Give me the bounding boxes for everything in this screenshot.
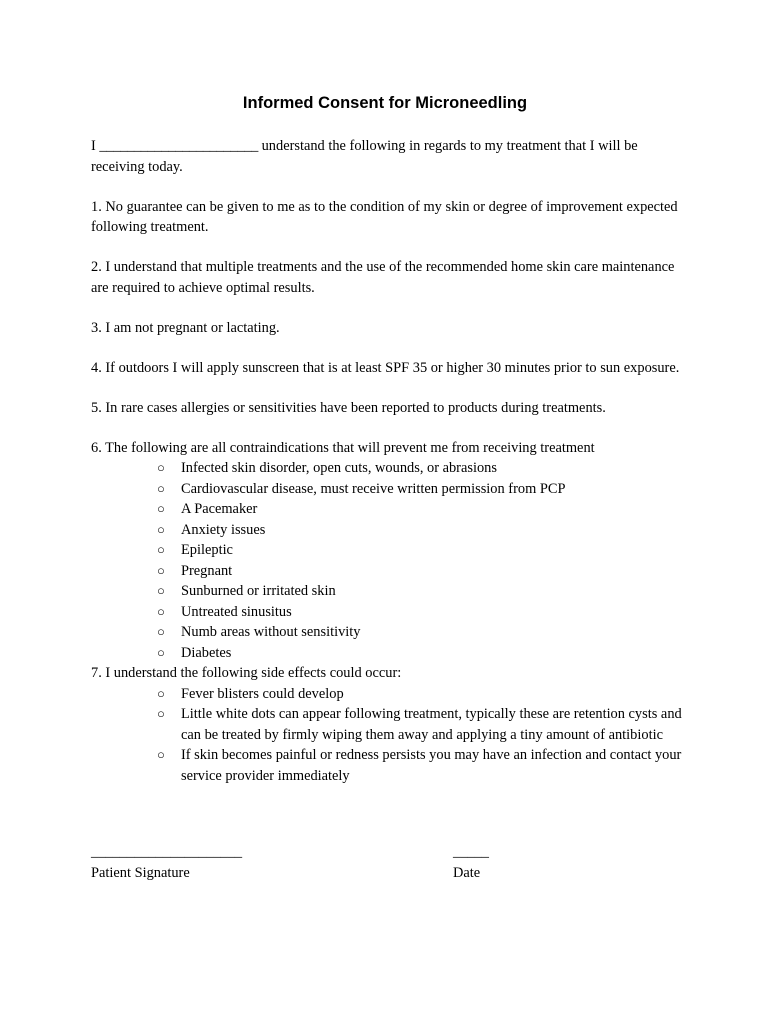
bullet-icon: ○: [157, 644, 165, 660]
list-item: ○ Epileptic: [91, 540, 691, 561]
intro-prefix: I: [91, 138, 96, 154]
bullet-icon: ○: [157, 562, 165, 578]
bullet-icon: ○: [157, 624, 165, 639]
list-item: ○ Fever blisters could develop: [91, 684, 691, 705]
item-1: 1. No guarantee can be given to me as to the condition of my skin or degree of improvement expected following treatment.: [91, 198, 678, 235]
patient-signature-label: Patient Signature: [91, 865, 190, 881]
bullet-icon: ○: [157, 501, 165, 516]
bullet-icon: ○: [157, 480, 165, 496]
patient-signature-line[interactable]: _____________________: [91, 844, 243, 860]
bullet-icon: ○: [157, 603, 165, 619]
list-item: ○ Cardiovascular disease, must receive written permission from PCP: [91, 479, 691, 500]
bullet-icon: ○: [157, 521, 165, 537]
list-item: ○ Infected skin disorder, open cuts, wounds, or abrasions: [91, 458, 691, 479]
bullet-icon: ○: [157, 685, 165, 701]
item-5: 5. In rare cases allergies or sensitivities have been reported to products during treatments.: [91, 399, 606, 416]
bullet-icon: ○: [157, 542, 165, 557]
document-body: [91, 136, 691, 786]
list-item: ○ Little white dots can appear following treatment, typically these are retention cysts and can be treated by firmly wiping them away and applying a tiny amount of antibiotic: [157, 706, 682, 743]
side-effects-heading: 7. I understand the following side effects could occur:: [91, 665, 402, 681]
item-4: 4. If outdoors I will apply sunscreen that is at least SPF 35 or higher 30 minutes prior to sun exposure.: [91, 359, 680, 376]
contraindications-heading: 6. The following are all contraindications that will prevent me from receiving treatment: [91, 439, 595, 456]
item-3: 3. I am not pregnant or lactating.: [91, 319, 280, 336]
list-item: ○ Anxiety issues: [91, 520, 691, 541]
list-item: ○ Untreated sinusitus: [91, 602, 691, 623]
bullet-icon: ○: [157, 460, 165, 475]
bullet-icon: ○: [157, 583, 165, 598]
list-item: ○ Diabetes: [91, 643, 691, 664]
list-item: ○ Pregnant: [91, 561, 691, 582]
document-title: Informed Consent for Microneedling: [242, 94, 528, 112]
list-item: ○ Sunburned or irritated skin: [91, 581, 691, 602]
signature-area: [91, 842, 691, 892]
name-blank: _______________________: [99, 138, 258, 154]
list-item: ○ If skin becomes painful or redness persists you may have an infection and contact your service provider immediately: [157, 747, 682, 784]
item-2: 2. I understand that multiple treatments and the use of the recommended home skin care maintenance are required to achieve optimal results.: [91, 259, 675, 296]
date-label: Date: [453, 865, 481, 881]
intro-text: understand the following in regards to my treatment that I will be receiving today.: [91, 138, 638, 175]
date-line[interactable]: _____: [453, 844, 489, 860]
list-item: ○ Numb areas without sensitivity: [91, 622, 691, 643]
bullet-icon: ○: [157, 747, 165, 762]
intro-paragraph: [91, 136, 691, 177]
contraindications-list: [91, 458, 691, 663]
side-effects-list: [91, 684, 691, 787]
list-item: ○ A Pacemaker: [91, 499, 691, 520]
bullet-icon: ○: [157, 706, 165, 721]
